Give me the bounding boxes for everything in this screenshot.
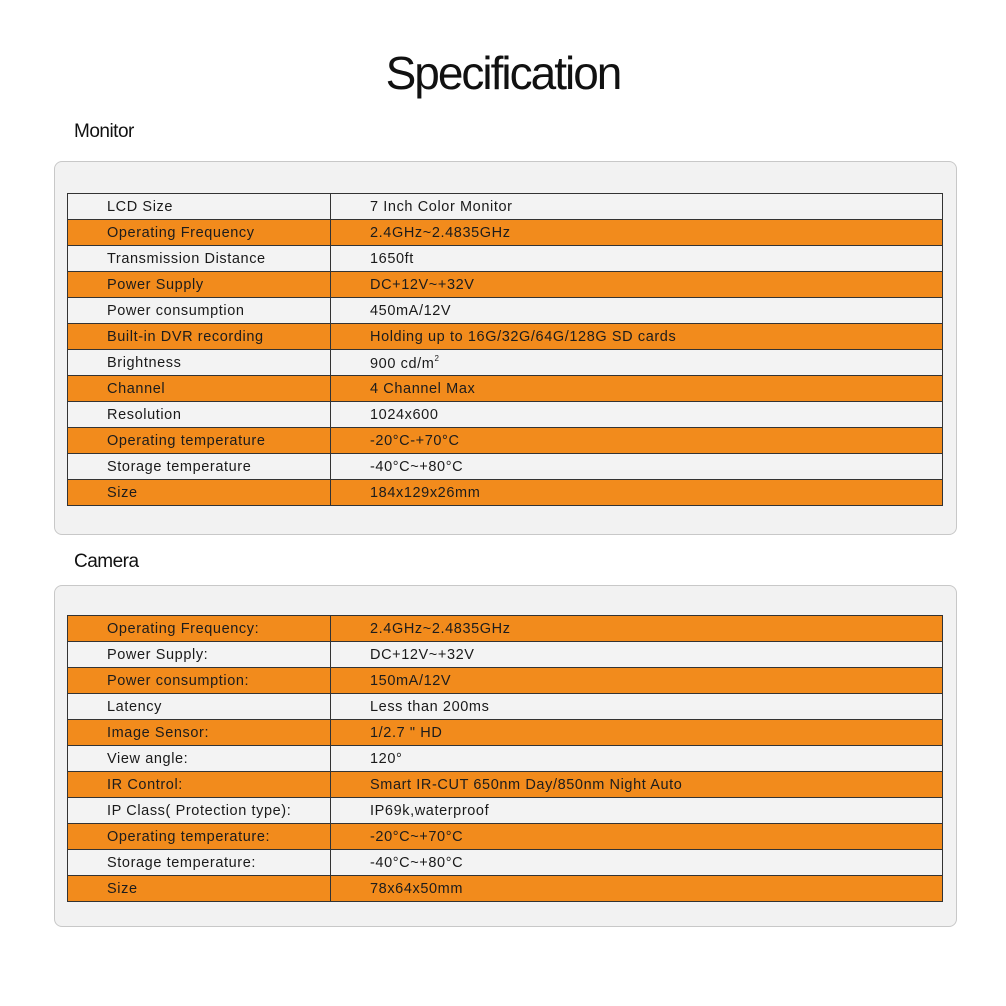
table-row bbox=[68, 824, 943, 850]
camera-spec-table bbox=[67, 615, 943, 902]
spec-value bbox=[331, 876, 943, 902]
spec-key: Storage temperature: bbox=[68, 850, 331, 876]
spec-key: Transmission Distance bbox=[68, 246, 331, 272]
spec-key: Resolution bbox=[68, 402, 331, 428]
spec-value-text: Holding up to 16G/32G/64G/128G SD cards bbox=[370, 328, 677, 345]
table-row bbox=[68, 694, 943, 720]
table-row bbox=[68, 194, 943, 220]
table-row bbox=[68, 298, 943, 324]
spec-value-text: -40°C~+80°C bbox=[370, 458, 464, 475]
spec-value bbox=[331, 772, 943, 798]
spec-value bbox=[331, 298, 943, 324]
table-row bbox=[68, 720, 943, 746]
monitor-panel bbox=[54, 161, 957, 535]
spec-value-text: 78x64x50mm bbox=[370, 880, 464, 897]
table-row bbox=[68, 376, 943, 402]
spec-value bbox=[331, 798, 943, 824]
table-row bbox=[68, 616, 943, 642]
table-row bbox=[68, 324, 943, 350]
table-row bbox=[68, 220, 943, 246]
spec-key: Built-in DVR recording bbox=[68, 324, 331, 350]
spec-value bbox=[331, 324, 943, 350]
spec-value bbox=[331, 246, 943, 272]
spec-value bbox=[331, 194, 943, 220]
spec-value-text: -20°C~+70°C bbox=[370, 828, 464, 845]
spec-key: Size bbox=[68, 480, 331, 506]
spec-value-text: 4 Channel Max bbox=[370, 380, 476, 397]
spec-value bbox=[331, 454, 943, 480]
spec-value-text: 1024x600 bbox=[370, 406, 439, 423]
spec-value bbox=[331, 616, 943, 642]
table-row bbox=[68, 798, 943, 824]
spec-value bbox=[331, 720, 943, 746]
spec-value-text: Smart IR-CUT 650nm Day/850nm Night Auto bbox=[370, 776, 683, 793]
spec-key: Power Supply bbox=[68, 272, 331, 298]
spec-value-text: 2.4GHz~2.4835GHz bbox=[370, 620, 511, 637]
spec-key: Operating temperature bbox=[68, 428, 331, 454]
spec-value bbox=[331, 746, 943, 772]
spec-key: LCD Size bbox=[68, 194, 331, 220]
spec-key: Size bbox=[68, 876, 331, 902]
table-row bbox=[68, 428, 943, 454]
spec-key: Operating Frequency bbox=[68, 220, 331, 246]
spec-value bbox=[331, 824, 943, 850]
spec-key: Image Sensor: bbox=[68, 720, 331, 746]
table-row bbox=[68, 850, 943, 876]
spec-key: View angle: bbox=[68, 746, 331, 772]
spec-key: Storage temperature bbox=[68, 454, 331, 480]
table-row bbox=[68, 876, 943, 902]
spec-key: IR Control: bbox=[68, 772, 331, 798]
spec-value bbox=[331, 480, 943, 506]
page-title: Specification bbox=[385, 47, 621, 99]
camera-section-label: Camera bbox=[74, 551, 139, 572]
spec-value bbox=[331, 694, 943, 720]
monitor-section-label: Monitor bbox=[74, 121, 134, 142]
spec-value bbox=[331, 850, 943, 876]
spec-value-text: 450mA/12V bbox=[370, 302, 452, 319]
spec-value-text: 1/2.7 " HD bbox=[370, 724, 443, 741]
superscript: 2 bbox=[434, 353, 440, 363]
table-row bbox=[68, 246, 943, 272]
spec-value bbox=[331, 376, 943, 402]
spec-value-text: 1650ft bbox=[370, 250, 414, 267]
spec-key: IP Class( Protection type): bbox=[68, 798, 331, 824]
spec-value-text: DC+12V~+32V bbox=[370, 276, 475, 293]
spec-value-text: 900 cd/m bbox=[370, 355, 435, 372]
table-row bbox=[68, 454, 943, 480]
table-row bbox=[68, 668, 943, 694]
table-row bbox=[68, 746, 943, 772]
camera-panel bbox=[54, 585, 957, 927]
spec-key: Operating Frequency: bbox=[68, 616, 331, 642]
spec-value-text: DC+12V~+32V bbox=[370, 646, 475, 663]
spec-value bbox=[331, 642, 943, 668]
spec-key: Operating temperature: bbox=[68, 824, 331, 850]
spec-key: Power Supply: bbox=[68, 642, 331, 668]
spec-value bbox=[331, 668, 943, 694]
spec-value-text: 120° bbox=[370, 750, 403, 767]
table-row bbox=[68, 642, 943, 668]
spec-key: Power consumption bbox=[68, 298, 331, 324]
spec-value-text: IP69k,waterproof bbox=[370, 802, 490, 819]
spec-key: Latency bbox=[68, 694, 331, 720]
table-row bbox=[68, 272, 943, 298]
spec-value bbox=[331, 350, 943, 376]
table-row bbox=[68, 772, 943, 798]
spec-value-text: Less than 200ms bbox=[370, 698, 490, 715]
spec-key: Power consumption: bbox=[68, 668, 331, 694]
spec-value-text: 7 Inch Color Monitor bbox=[370, 198, 513, 215]
spec-value-text: 184x129x26mm bbox=[370, 484, 481, 501]
monitor-spec-table bbox=[67, 193, 943, 506]
spec-value-text: -40°C~+80°C bbox=[370, 854, 464, 871]
spec-value-text: 150mA/12V bbox=[370, 672, 452, 689]
spec-value-text: 2.4GHz~2.4835GHz bbox=[370, 224, 511, 241]
spec-value-text: -20°C-+70°C bbox=[370, 432, 460, 449]
spec-value bbox=[331, 272, 943, 298]
spec-value bbox=[331, 402, 943, 428]
spec-key: Brightness bbox=[68, 350, 331, 376]
table-row bbox=[68, 480, 943, 506]
spec-value bbox=[331, 428, 943, 454]
spec-key: Channel bbox=[68, 376, 331, 402]
spec-value bbox=[331, 220, 943, 246]
table-row bbox=[68, 350, 943, 376]
table-row bbox=[68, 402, 943, 428]
